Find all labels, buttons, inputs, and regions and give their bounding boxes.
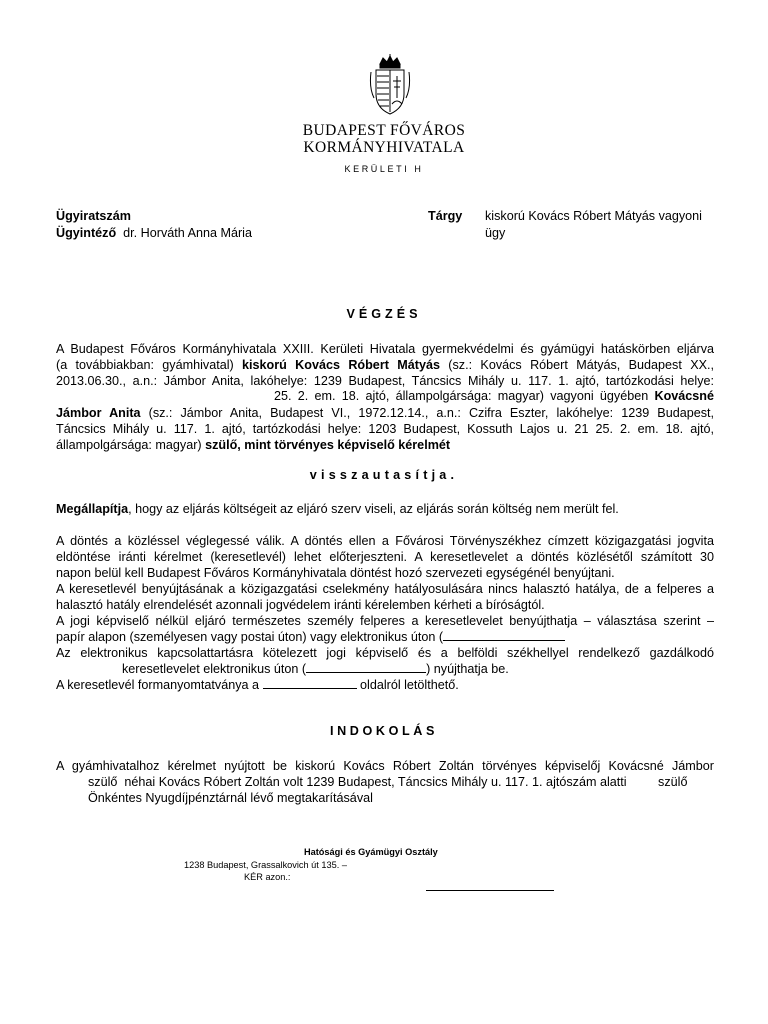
para3-line7 [56, 629, 714, 645]
para3-line4: A keresetlevél benyújtásának a közigazgatási cselekmény hatályosulására nincs halasztó hatálya, de a felperes a [56, 582, 714, 596]
subject-value-line1: kiskorú Kovács Róbert Mátyás vagyoni [485, 209, 702, 223]
para3-line8: Az elektronikus kapcsolattartásra kötelezett jogi képviselő és a belföldi székhellyel rendelkező gazdálkodó [56, 646, 714, 660]
para1-line4-a: 25. 2. em. 18. ajtó, állampolgársága: magyar) vagyoni ügyében [274, 389, 649, 403]
para3-line3: napon belül kell Budapest Főváros Kormányhivatala döntést hozó szervezeti egységénél benyújtani. [56, 566, 615, 580]
decision-word: visszautasítja. [309, 468, 459, 482]
para1-line1: A Budapest Főváros Kormányhivatala XXIII. Kerületi Hivatala gyermekvédelmi és gyámügyi hatáskörben eljárva [56, 342, 714, 356]
footer-department: Hatósági és Gyámügyi Osztály [304, 847, 438, 857]
para2-bold: Megállapítja [56, 502, 129, 516]
blank-line [443, 629, 565, 641]
para1-line5-b: (sz.: Jámbor Anita, Budapest VI., 1972.12.14., a.n.: Czifra Eszter, lakóhelye: 1239 Budapest, [148, 406, 715, 420]
para1-line6: Táncsics Mihály u. 117. 1. ajtó, tartózkodási helye: 1203 Budapest, Kossuth Lajos u. 21 25. 2. em. 18. ajtó, [56, 422, 714, 436]
para1-line7 [56, 437, 714, 453]
para3-line7-text: papír alapon (személyesen vagy postai úton) vagy elektronikus úton ( [56, 630, 444, 644]
para3-line10-a: A keresetlevél formanyomtatványa a [56, 678, 260, 692]
coat-of-arms-icon [368, 54, 412, 116]
parent-name-part1: Kovácsné [654, 389, 714, 403]
signature-line [426, 890, 554, 891]
blank-line [263, 677, 357, 689]
para1-line2 [56, 357, 714, 373]
subject-label: Tárgy [428, 209, 463, 223]
org-name-line1: BUDAPEST FŐVÁROS [302, 122, 466, 139]
para3-line9-a: keresetlevelet elektronikus úton ( [122, 662, 307, 676]
case-number-label: Ügyiratszám [56, 209, 131, 223]
case-officer-row [56, 226, 252, 240]
org-name-line2: KORMÁNYHIVATALA [303, 139, 465, 156]
para1-line7-b: szülő, mint törvényes képviselő kérelmét [205, 438, 451, 452]
para3-line9 [122, 661, 509, 677]
footer-ker: KÉR azon.: [244, 872, 291, 882]
para1-line5 [56, 405, 714, 421]
para3-line2: eldöntése iránti kérelmet (keresetlevél) lehet előterjeszteni. A keresetlevelet a döntés közlésétől számított 30 [56, 550, 714, 564]
para4-line1: A gyámhivatalhoz kérelmet nyújtott be kiskorú Kovács Róbert Zoltán törvényes képviselőj Kovácsné Jámbor [56, 759, 714, 773]
para4-line3: Önkéntes Nyugdíjpénztárnál lévő megtakarításával [88, 791, 373, 805]
para3-line1: A döntés a közléssel véglegessé válik. A döntés ellen a Fővárosi Törvényszékhez címzett közigazgatási jogvita [56, 534, 714, 548]
parent-name-part2: Jámbor Anita [56, 406, 141, 420]
case-officer-label: Ügyintéző [56, 226, 117, 240]
para2 [56, 501, 714, 517]
case-officer-value: dr. Horváth Anna Mária [123, 226, 252, 240]
footer-address: 1238 Budapest, Grassalkovich út 135. – [184, 860, 347, 870]
para1-line7-a: állampolgársága: magyar) [56, 438, 202, 452]
document-title: VÉGZÉS [346, 307, 422, 321]
child-name: kiskorú Kovács Róbert Mátyás [242, 358, 440, 372]
para3-line5: halasztó hatály elrendelését azonnali jogvédelem iránti kérelemben kérheti a bíróságtól. [56, 598, 545, 612]
org-subtitle: KERÜLETI H [344, 164, 424, 174]
para3-line6: A jogi képviselő nélkül eljáró természetes személy felperes a keresetlevelet benyújthatja – választása szerint – [56, 614, 714, 628]
para1-line3: 2013.06.30., a.n.: Jámbor Anita, lakóhelye: 1239 Budapest, Táncsics Mihály u. 117. 1. ajtó, tartózkodási helye: [56, 374, 714, 388]
para3-line10-b: oldalról letölthető. [360, 678, 459, 692]
para1-line4 [274, 389, 714, 403]
reasoning-title: INDOKOLÁS [330, 724, 438, 738]
para3-line10 [56, 677, 714, 693]
blank-line [306, 661, 426, 673]
para2-rest: , hogy az eljárás költségeit az eljáró szerv viseli, az eljárás során költség nem merült fel. [128, 502, 619, 516]
para1-line2-c: (sz.: Kovács Róbert Mátyás, Budapest XX., [448, 358, 714, 372]
para4-line2: szülő néhai Kovács Róbert Zoltán volt 1239 Budapest, Táncsics Mihály u. 117. 1. ajtószám alatti szülő [88, 775, 688, 789]
para3-line9-b: ) nyújthatja be. [426, 662, 509, 676]
subject-value-line2: ügy [485, 226, 506, 240]
para1-line2-a: (a továbbiakban: gyámhivatal) [56, 358, 234, 372]
